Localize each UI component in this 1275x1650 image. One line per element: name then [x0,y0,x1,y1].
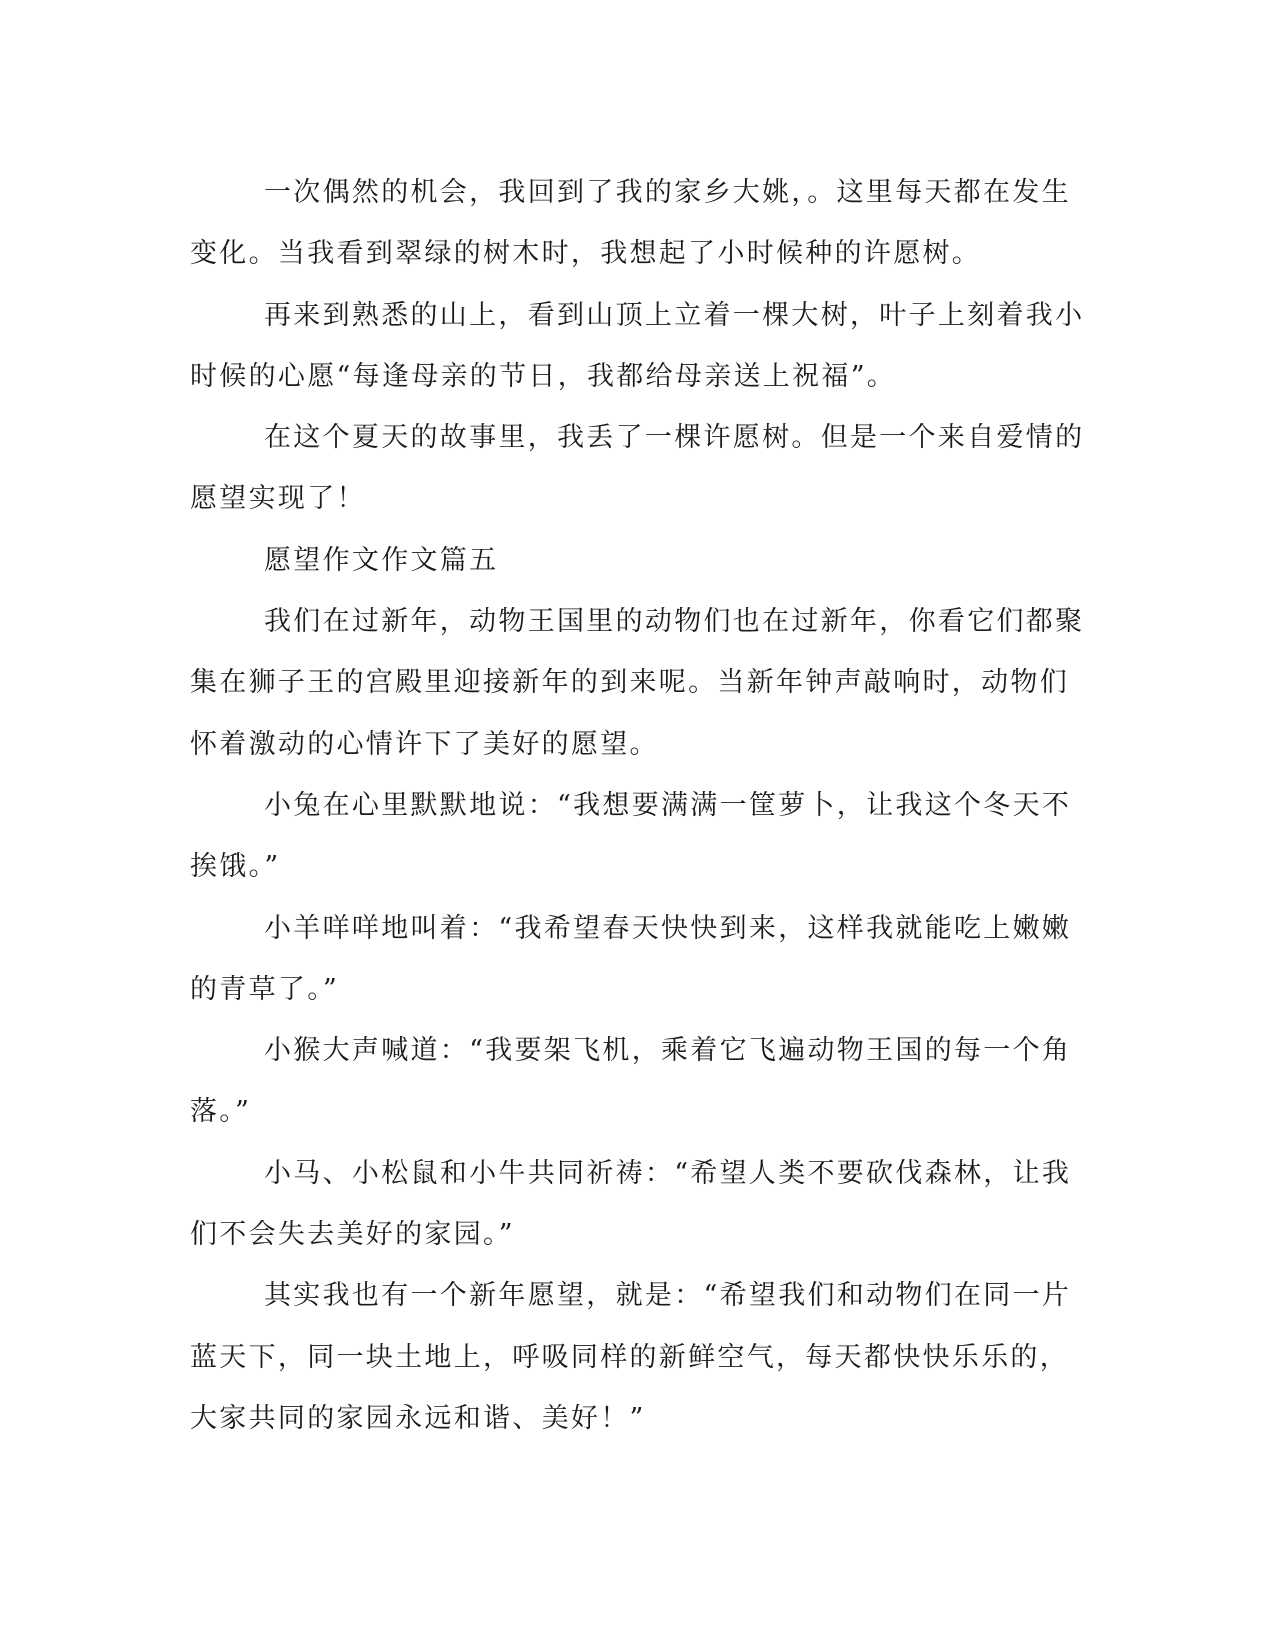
paragraph-line: 我们在过新年，动物王国里的动物们也在过新年，你看它们都聚 [264,606,1085,638]
section-heading-text: 愿望作文作文篇五 [264,544,499,576]
paragraph-line: 怀着激动的心情许下了美好的愿望。 [190,728,659,760]
paragraph-7 [190,898,1080,1021]
paragraph-6 [190,775,1080,898]
paragraph-1 [190,162,1080,285]
paragraph-line: 小羊咩咩地叫着：“我希望春天快快到来，这样我就能吃上嫩嫩 [264,912,1072,944]
paragraph-line: 小马、小松鼠和小牛共同祈祷：“希望人类不要砍伐森林，让我 [264,1157,1072,1189]
section-heading [190,530,1080,591]
paragraph-line: 愿望实现了！ [190,483,366,515]
paragraph-line: 再来到熟悉的山上，看到山顶上立着一棵大树，叶子上刻着我小 [264,299,1085,331]
document-body [190,162,1085,1449]
paragraph-line: 落。” [190,1096,252,1128]
paragraph-line: 小兔在心里默默地说：“我想要满满一筐萝卜，让我这个冬天不 [264,789,1072,821]
paragraph-line: 们不会失去美好的家园。” [190,1219,515,1251]
paragraph-9 [190,1143,1080,1266]
paragraph-5 [190,591,1085,775]
paragraph-line: 集在狮子王的宫殿里迎接新年的到来呢。当新年钟声敲响时，动物们 [190,667,1069,699]
paragraph-line: 在这个夏天的故事里，我丢了一棵许愿树。但是一个来自爱情的 [264,422,1085,454]
paragraph-line: 一次偶然的机会，我回到了我的家乡大姚，。这里每天都在发生 [264,177,1071,208]
paragraph-2 [190,285,1085,408]
paragraph-8 [190,1020,1080,1143]
paragraph-3 [190,407,1085,530]
paragraph-line: 其实我也有一个新年愿望，就是：“希望我们和动物们在同一片 [264,1280,1072,1312]
paragraph-line: 变化。当我看到翠绿的树木时，我想起了小时候种的许愿树。 [190,238,982,270]
paragraph-line: 时候的心愿“每逢母亲的节日，我都给母亲送上祝福”。 [190,360,897,392]
paragraph-line: 蓝天下，同一块土地上，呼吸同样的新鲜空气，每天都快快乐乐的， [190,1341,1069,1373]
paragraph-10 [190,1265,1080,1449]
paragraph-line: 挨饿。” [190,851,281,883]
paragraph-line: 小猴大声喊道：“我要架飞机，乘着它飞遍动物王国的每一个角 [264,1035,1072,1067]
paragraph-line: 大家共同的家园永远和谐、美好！” [190,1402,646,1434]
paragraph-line: 的青草了。” [190,973,340,1005]
